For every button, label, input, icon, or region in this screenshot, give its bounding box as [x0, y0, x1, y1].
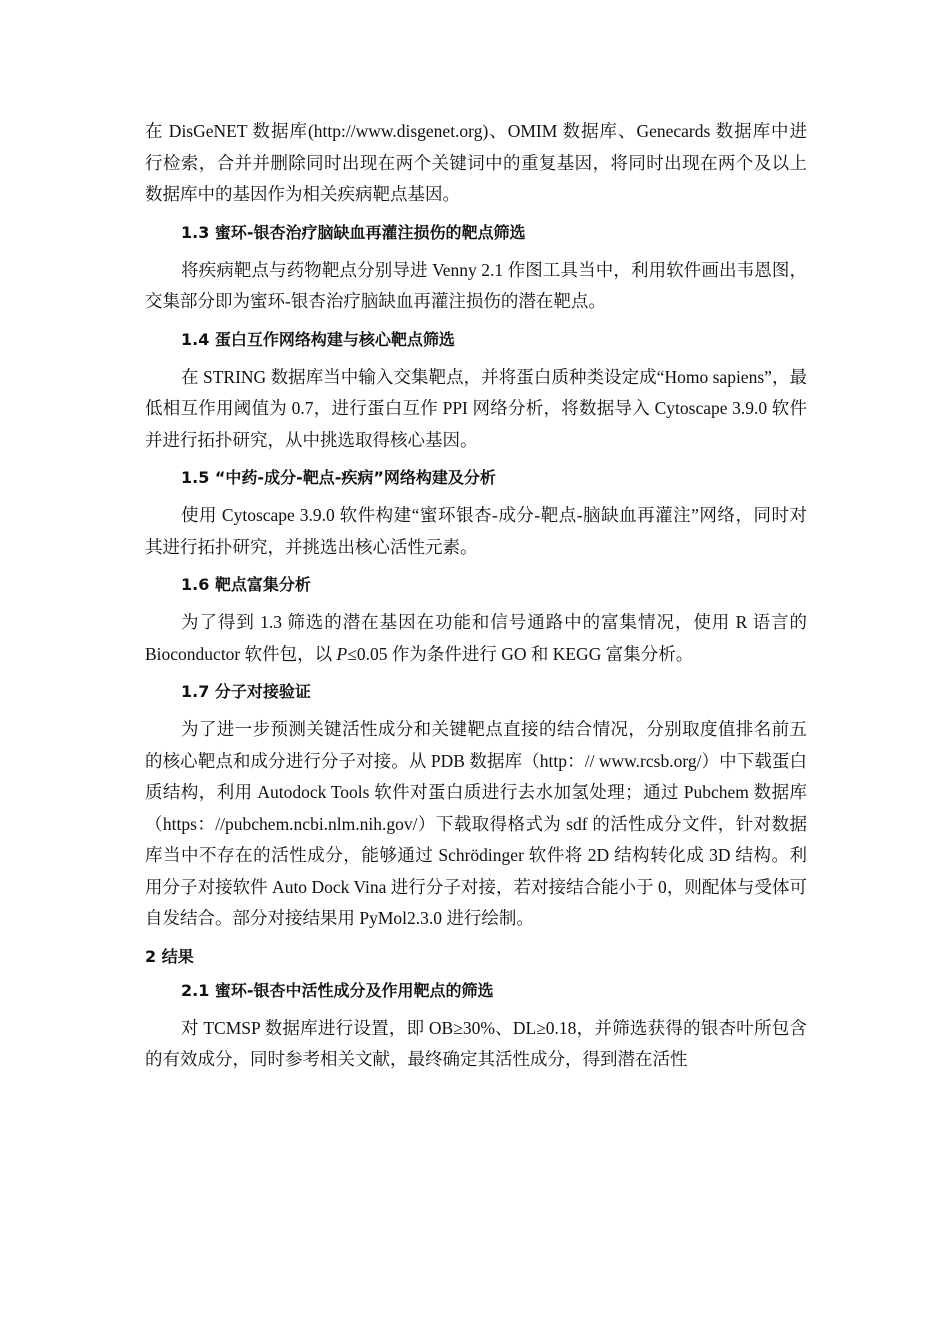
- heading-1-3: 1.3 蜜环-银杏治疗脑缺血再灌注损伤的靶点筛选: [181, 222, 526, 242]
- paragraph-1-5: 使用 Cytoscape 3.9.0 软件构建“蜜环银杏-成分-靶点-脑缺血再灌注”网络，同时对其进行拓扑研究，并挑选出核心活性元素。: [145, 505, 807, 557]
- paragraph-2-1: 对 TCMSP 数据库进行设置，即 OB≥30%、DL≥0.18，并筛选获得的银杏叶所包含的有效成分，同时参考相关文献，最终确定其活性成分，得到潜在活性: [145, 1017, 807, 1069]
- paragraph-1-4: 在 STRING 数据库当中输入交集靶点，并将蛋白质种类设定成“Homo sapiens”，最低相互作用阈值为 0.7，进行蛋白互作 PPI 网络分析，将数据导入 Cytoscape 3.9.0 软件并进行拓扑研究，从中挑选取得核心基因。: [145, 366, 807, 450]
- intro-paragraph: 在 DisGeNET 数据库(http://www.disgenet.org)、OMIM 数据库、Genecards 数据库中进行检索，合并并删除同时出现在两个关键词中的重复基因，将同时出现在两个及以上数据库中的基因作为相关疾病靶点基因。: [145, 121, 807, 204]
- paragraph-1-6: [145, 607, 807, 670]
- document-body: [145, 116, 807, 1076]
- p-value-symbol: P: [336, 643, 348, 664]
- heading-1-7: 1.7 分子对接验证: [181, 682, 311, 701]
- paragraph-1-6-part-1: 为了得到 1.3 筛选的潜在基因在功能和信号通路中的富集情况，使用 R 语言的 Bioconductor 软件包，以: [145, 612, 807, 664]
- paragraph-1-7: 为了进一步预测关键活性成分和关键靶点直接的结合情况，分别取度值排名前五的核心靶点和成分进行分子对接。从 PDB 数据库（http：// www.rcsb.org/）中下载蛋白质结构，利用 Autodock Tools 软件对蛋白质进行去水加氢处理；通过 Pubchem 数据库（https：//pubchem.ncbi.nlm.nih.gov/）下载取得格式为 sdf 的活性成分文件，针对数据库当中不存在的活性成分，能够通过 Schrödinger 软件将 2D 结构转化成 3D 结构。利用分子对接软件 Auto Dock Vina 进行分子对接，若对接结合能小于 0，则配体与受体可自发结合。部分对接结果用 PyMol2.3.0 进行绘制。: [145, 719, 807, 928]
- heading-2-1: 2.1 蜜环-银杏中活性成分及作用靶点的筛选: [181, 980, 494, 1000]
- paragraph-1-3: 将疾病靶点与药物靶点分别导进 Venny 2.1 作图工具当中，利用软件画出韦恩图，交集部分即为蜜环-银杏治疗脑缺血再灌注损伤的潜在靶点。: [145, 259, 807, 311]
- heading-2-results: 2 结果: [145, 946, 194, 966]
- heading-1-4: 1.4 蛋白互作网络构建与核心靶点筛选: [181, 329, 455, 349]
- heading-1-5: 1.5 “中药-成分-靶点-疾病”网络构建及分析: [181, 468, 496, 487]
- paragraph-1-6-part-2: ≤0.05 作为条件进行 GO 和 KEGG 富集分析。: [347, 643, 694, 664]
- heading-1-6: 1.6 靶点富集分析: [181, 575, 311, 594]
